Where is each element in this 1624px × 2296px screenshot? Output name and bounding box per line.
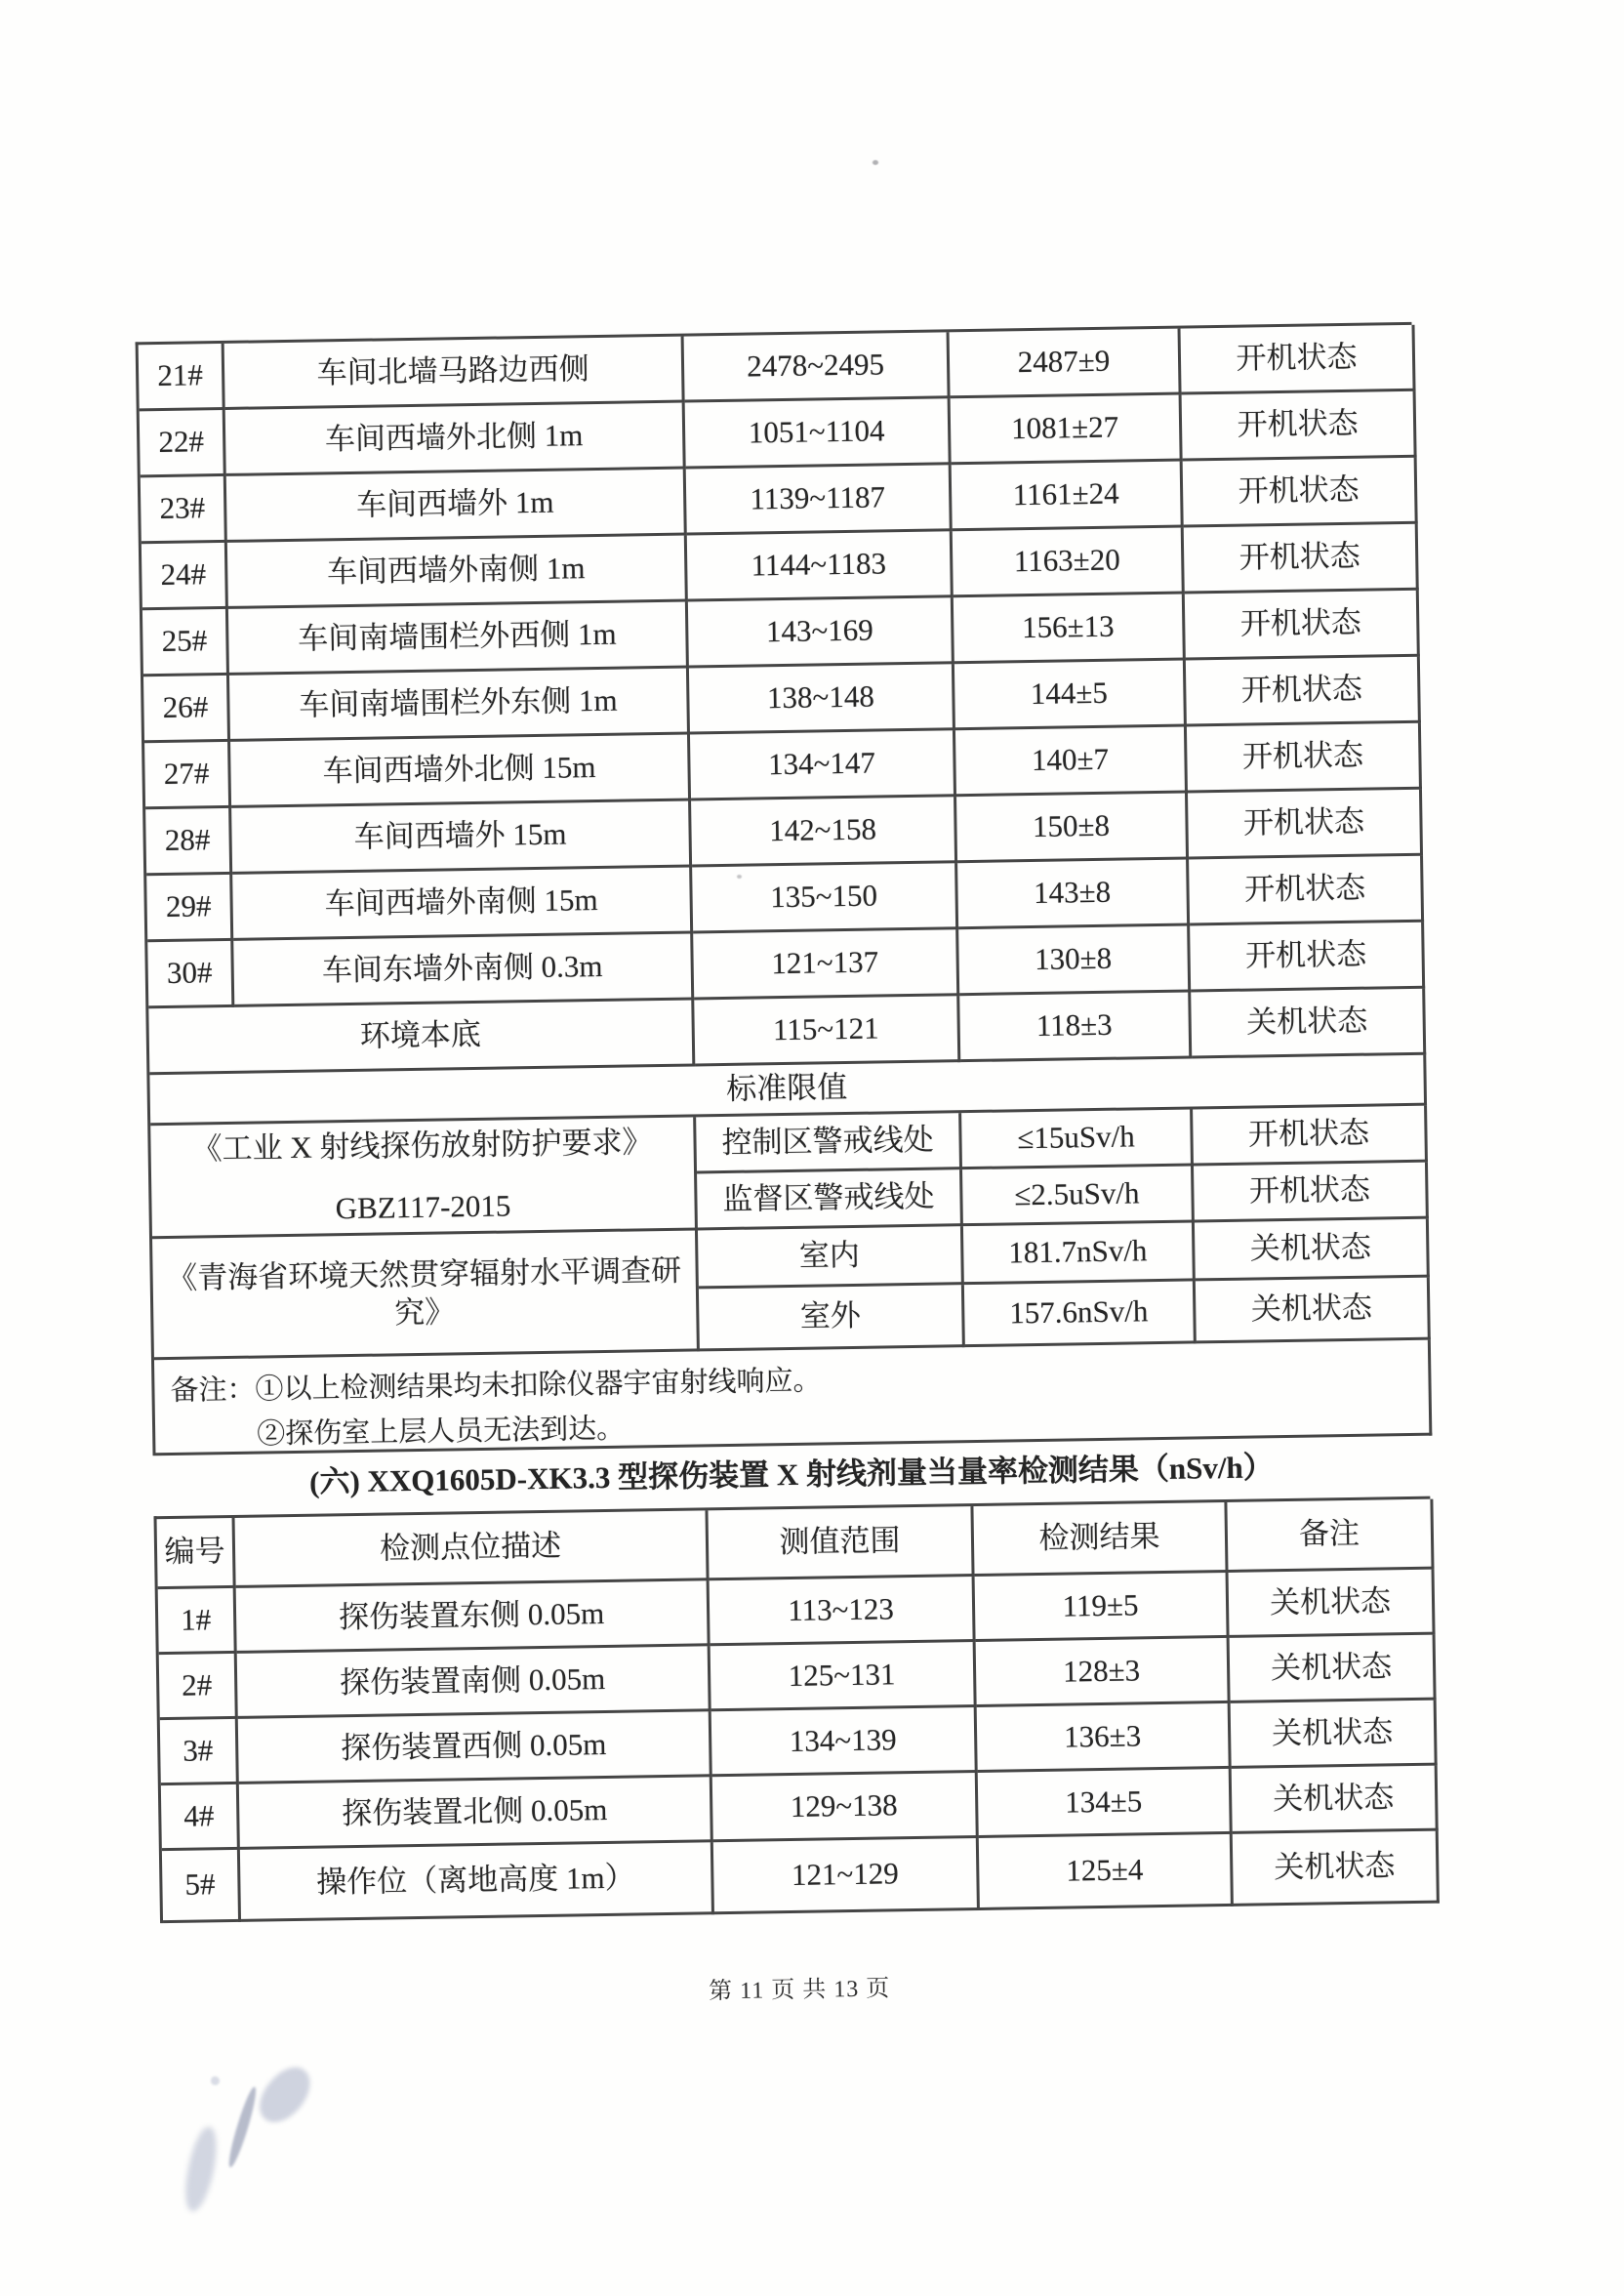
- cell-status: 开机状态: [1194, 1163, 1429, 1223]
- cell-point-desc: 探伤装置西侧 0.05m: [238, 1711, 712, 1784]
- cell-result: 150±8: [956, 793, 1189, 863]
- cell-status: 开机状态: [1188, 790, 1423, 860]
- cell-status: 关机状态: [1195, 1219, 1430, 1282]
- cell-result: 136±3: [977, 1703, 1232, 1773]
- cell-range: 125~131: [710, 1642, 977, 1711]
- cell-point-id: 2#: [159, 1654, 238, 1720]
- cell-status: 开机状态: [1184, 524, 1419, 594]
- cell-result: 140±7: [955, 727, 1188, 798]
- section-6-title: (六) XXQ1605D-XK3.3 型探伤装置 X 射线剂量当量率检测结果（nSv/h）: [308, 1450, 1274, 1499]
- cell-result: 1161±24: [952, 462, 1184, 532]
- cell-point-id: 24#: [142, 543, 228, 610]
- cell-status: 开机状态: [1189, 856, 1424, 926]
- cell-result: 118±3: [959, 992, 1192, 1062]
- cell-result: 119±5: [975, 1573, 1230, 1642]
- cell-point-desc: 车间南墙围栏外西侧 1m: [228, 602, 689, 676]
- cell-point-desc: 车间西墙外 1m: [226, 470, 687, 543]
- cell-range: 138~148: [689, 664, 955, 734]
- cell-status: 关机状态: [1229, 1570, 1436, 1638]
- remark-line-1: [170, 1354, 1412, 1409]
- cell-zone: 控制区警戒线处: [696, 1113, 962, 1173]
- cell-result: 128±3: [976, 1638, 1231, 1707]
- cell-status: 开机状态: [1187, 723, 1422, 794]
- cell-env-background: 环境本底: [148, 1000, 695, 1075]
- cell-point-desc: 车间西墙外南侧 1m: [227, 536, 688, 609]
- cell-result: 125±4: [979, 1834, 1234, 1910]
- cell-range: 121~129: [713, 1838, 980, 1914]
- cell-status: 关机状态: [1231, 1701, 1438, 1769]
- cell-limit: ≤2.5uSv/h: [962, 1166, 1195, 1226]
- remark-label: 备注：: [170, 1374, 256, 1407]
- cell-status: 开机状态: [1182, 391, 1417, 462]
- cell-point-id: 22#: [140, 410, 226, 477]
- cell-status: 开机状态: [1181, 325, 1416, 395]
- cell-status: 关机状态: [1196, 1278, 1431, 1344]
- cell-range: 142~158: [691, 797, 957, 867]
- cell-point-desc: 车间西墙外 15m: [231, 800, 692, 874]
- cell-range: 1144~1183: [687, 531, 954, 601]
- cell-point-id: 25#: [142, 609, 229, 676]
- cell-point-desc: 探伤装置东侧 0.05m: [236, 1580, 710, 1654]
- cell-result: 156±13: [954, 594, 1186, 665]
- cell-result: 1163±20: [953, 528, 1185, 598]
- cell-status: 关机状态: [1230, 1635, 1437, 1703]
- cell-status: 关机状态: [1233, 1831, 1440, 1906]
- remarks-cell: [154, 1340, 1432, 1456]
- cell-point-desc: 车间南墙围栏外东侧 1m: [229, 669, 690, 742]
- cell-status: 开机状态: [1193, 1106, 1428, 1167]
- cell-result: 143±8: [957, 859, 1190, 929]
- cell-range: 135~150: [692, 863, 958, 933]
- cell-point-desc: 探伤装置北侧 0.05m: [239, 1777, 713, 1850]
- dose-rate-table-continued: [136, 322, 1430, 1456]
- standard-name-line1: 《工业 X 射线探伤放射防护要求》: [191, 1124, 653, 1167]
- pencil-smudge: [225, 2085, 261, 2168]
- cell-limit: ≤15uSv/h: [961, 1109, 1194, 1169]
- header-point-id: 编号: [157, 1518, 236, 1589]
- cell-zone: 室外: [699, 1285, 965, 1351]
- cell-point-id: 5#: [162, 1850, 241, 1923]
- cell-result: 144±5: [954, 661, 1187, 731]
- cell-status: 开机状态: [1190, 922, 1425, 993]
- standard-name-line2: GBZ117-2015: [335, 1187, 511, 1225]
- cell-range: 134~139: [711, 1707, 978, 1777]
- remark-text-1: ①以上检测结果均未扣除仪器宇宙射线响应。: [255, 1365, 822, 1406]
- cell-range: 134~147: [690, 730, 956, 800]
- header-result: 检测结果: [973, 1502, 1228, 1577]
- cell-result: 2487±9: [950, 329, 1182, 399]
- cell-status: 开机状态: [1185, 591, 1420, 661]
- cell-range: 121~137: [693, 929, 959, 1000]
- cell-point-desc: 操作位（离地高度 1m）: [240, 1842, 714, 1922]
- cell-point-id: 4#: [161, 1784, 240, 1851]
- cell-point-id: 23#: [141, 476, 227, 544]
- cell-point-id: 28#: [145, 808, 232, 876]
- cell-range: 115~121: [694, 996, 960, 1066]
- cell-point-id: 26#: [143, 676, 230, 743]
- cell-range: 143~169: [688, 597, 954, 668]
- cell-point-id: 27#: [144, 742, 231, 809]
- cell-point-desc: 探伤装置南侧 0.05m: [237, 1646, 711, 1719]
- cell-range: 2478~2495: [684, 332, 951, 402]
- cell-point-id: 1#: [158, 1588, 237, 1655]
- cell-range: 1051~1104: [685, 398, 952, 469]
- cell-status: 开机状态: [1186, 657, 1421, 727]
- cell-status: 关机状态: [1232, 1766, 1439, 1834]
- header-range: 测值范围: [708, 1506, 974, 1580]
- cell-status: 关机状态: [1191, 989, 1426, 1059]
- pencil-smudge: [180, 2124, 223, 2213]
- pencil-smudge: [250, 2059, 320, 2132]
- cell-point-id: 21#: [139, 344, 225, 411]
- standard-gbz117-name: [150, 1117, 698, 1239]
- cell-point-id: 29#: [146, 875, 233, 942]
- standard-qinghai-name: 《青海省环境天然贯穿辐射水平调查研究》: [152, 1230, 700, 1360]
- header-point-desc: 检测点位描述: [235, 1510, 710, 1588]
- scan-speck: [737, 875, 742, 879]
- cell-range: 129~138: [712, 1773, 979, 1842]
- cell-point-desc: 车间西墙外南侧 15m: [232, 867, 693, 940]
- scan-speck: [873, 160, 878, 165]
- cell-zone: 监督区警戒线处: [697, 1169, 963, 1230]
- cell-status: 开机状态: [1183, 458, 1418, 528]
- cell-limit: 157.6nSv/h: [964, 1281, 1197, 1347]
- header-note: 备注: [1227, 1499, 1434, 1573]
- cell-point-id: 3#: [160, 1719, 239, 1785]
- cell-result: 134±5: [978, 1769, 1233, 1838]
- cell-limit: 181.7nSv/h: [963, 1222, 1196, 1285]
- cell-point-desc: 车间东墙外南侧 0.3m: [233, 933, 694, 1006]
- printed-content: [136, 322, 1439, 2017]
- cell-result: 130±8: [958, 925, 1191, 996]
- xxq1605d-results-table: [153, 1496, 1436, 1923]
- cell-range: 1139~1187: [686, 465, 953, 535]
- page-number-footer: 第 11 页 共 13 页: [708, 1976, 891, 2005]
- remark-line-2: ②探伤室上层人员无法到达。: [256, 1413, 626, 1451]
- cell-point-desc: 车间北墙马路边西侧: [224, 337, 685, 410]
- cell-point-id: 30#: [147, 941, 234, 1008]
- cell-zone: 室内: [698, 1226, 964, 1289]
- cell-point-desc: 车间西墙外北侧 15m: [230, 735, 691, 808]
- cell-point-desc: 车间西墙外北侧 1m: [225, 403, 686, 476]
- cell-result: 1081±27: [951, 395, 1183, 466]
- standard-limits-header: 标准限值: [149, 1055, 1427, 1127]
- pencil-smudge: [211, 2076, 220, 2085]
- cell-range: 113~123: [710, 1577, 976, 1646]
